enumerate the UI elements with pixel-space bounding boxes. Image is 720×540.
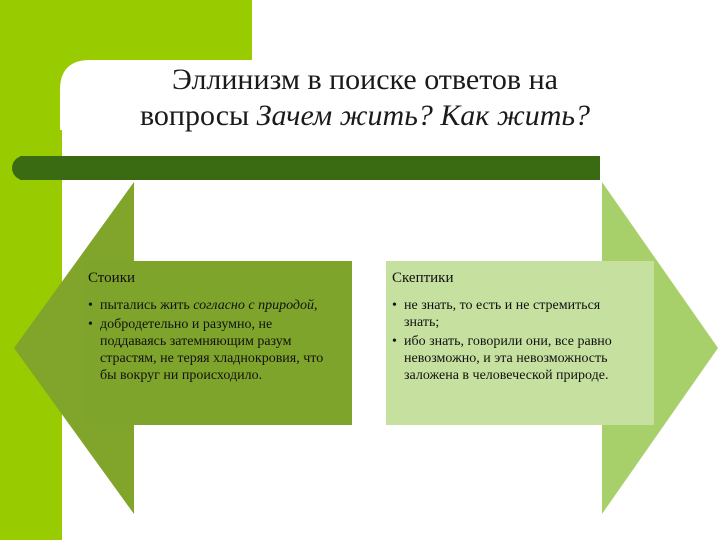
stoics-list: [88, 297, 338, 386]
bullet-icon: •: [88, 298, 93, 313]
skeptics-item2: ибо знать, говорили они, все равно невозможно, и эта невозможность заложена в человеческой природе.: [404, 334, 612, 383]
slide-title: [80, 62, 650, 134]
title-line-2-italic: Зачем жить? Как жить?: [256, 99, 591, 132]
title-line-1: Эллинизм в поиске ответов на: [172, 63, 558, 96]
bullet-icon: •: [88, 317, 93, 332]
skeptics-item1: не знать, то есть и не стремиться знать;: [404, 298, 601, 330]
list-item: [88, 297, 338, 314]
bullet-icon: •: [392, 334, 397, 349]
stoics-item1-plain: пытались жить: [100, 298, 194, 313]
stoics-item2: добродетельно и разумно, не поддаваясь затемняющим разум страстям, не теряя хладнокровия, что бы вокруг ни происходило.: [100, 317, 324, 383]
stoics-item1-italic: согласно с природой: [193, 298, 314, 313]
stoics-item1-end: ,: [313, 298, 318, 313]
stoics-heading: Стоики: [88, 270, 136, 286]
skeptics-heading: Скептики: [392, 270, 454, 286]
skeptics-list: [392, 297, 632, 386]
list-item: [88, 316, 338, 384]
title-line-2-plain: вопросы: [139, 99, 257, 132]
list-item: [392, 297, 632, 331]
bullet-icon: •: [392, 298, 397, 313]
list-item: [392, 333, 632, 384]
